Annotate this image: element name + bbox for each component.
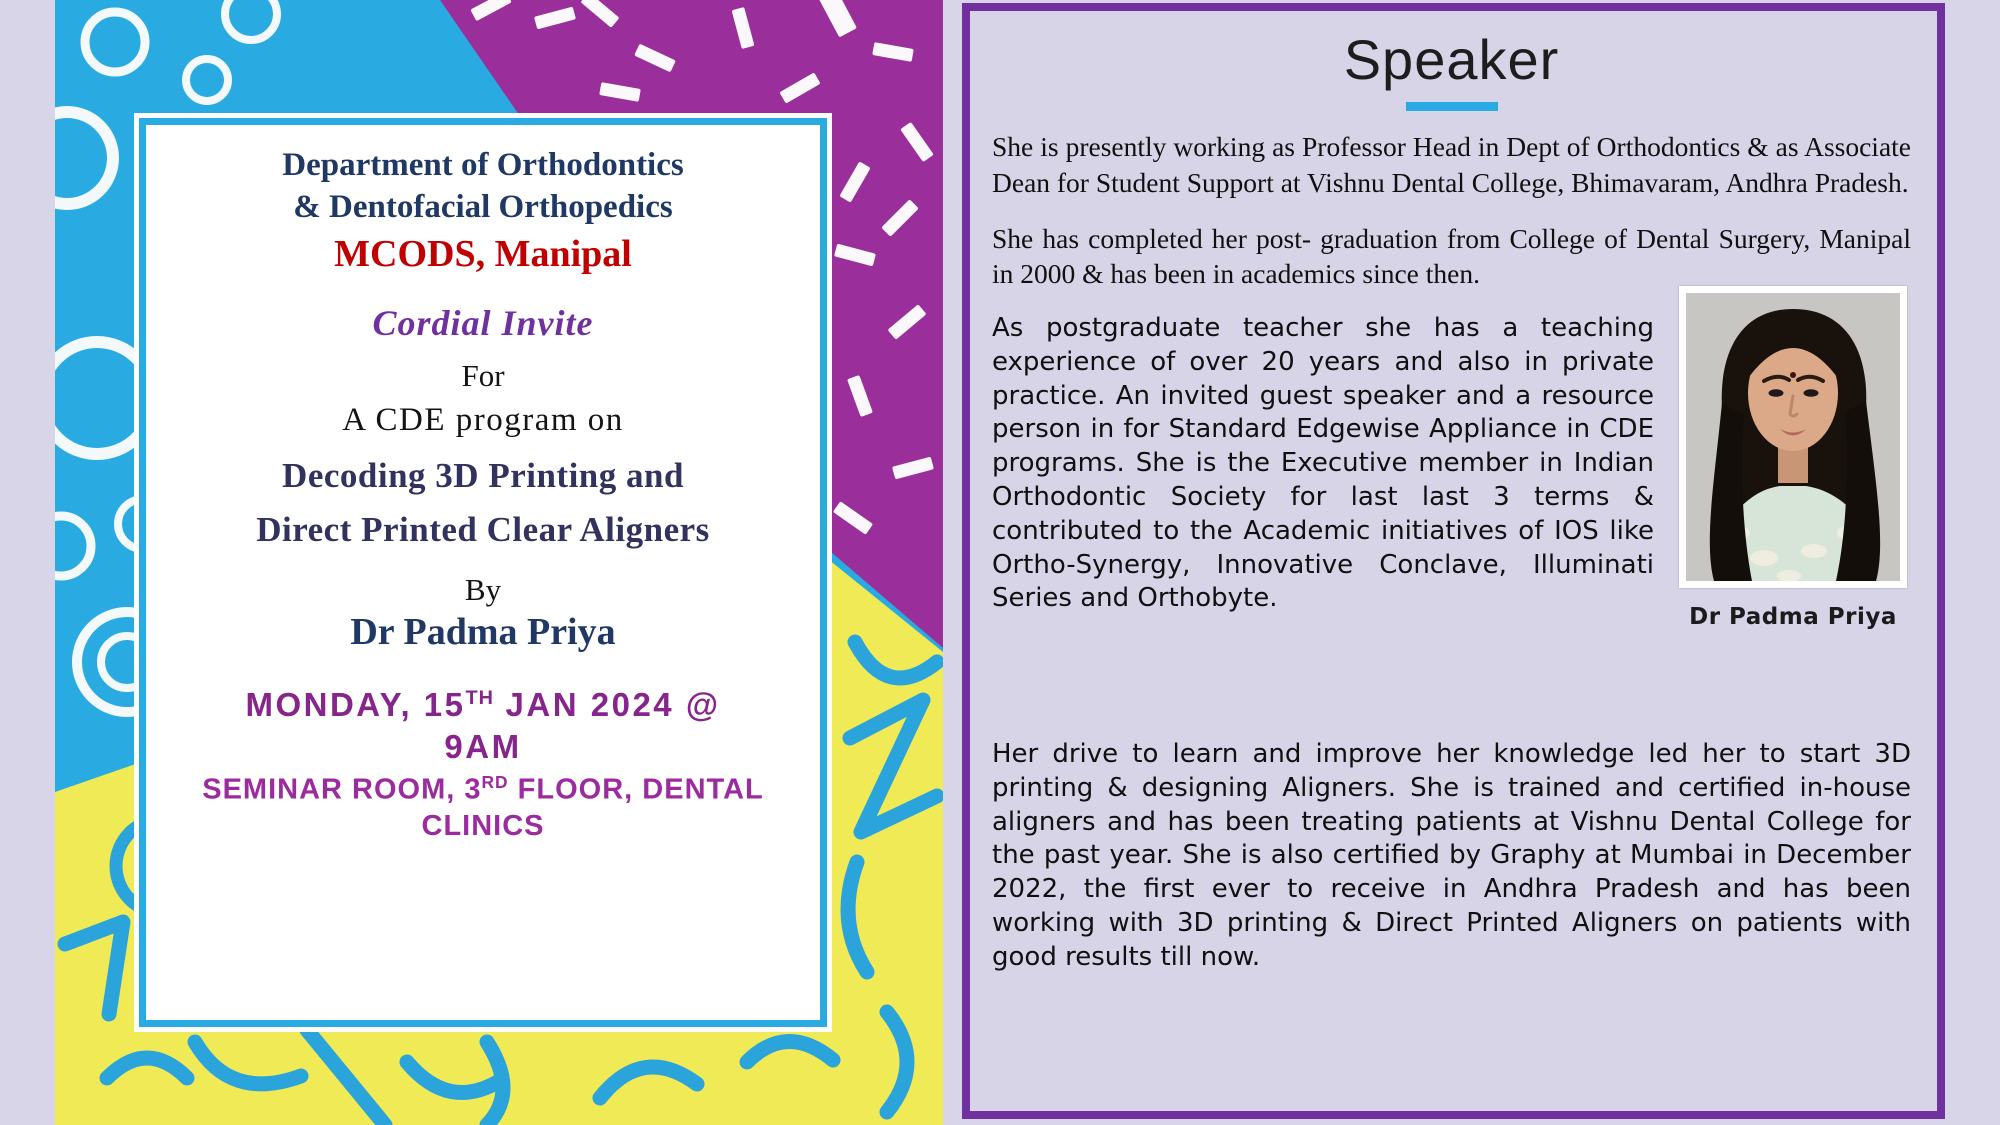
speaker-photo-figure	[1679, 286, 1907, 630]
dept-line2: & Dentofacial Orthopedics	[293, 188, 673, 225]
speaker-panel	[962, 3, 1945, 1119]
date-main: MONDAY, 15	[245, 686, 466, 724]
invite-card	[139, 118, 827, 1027]
event-venue	[173, 771, 793, 846]
title-underline	[1406, 102, 1498, 111]
panel-title: Speaker	[1343, 28, 1560, 91]
bio-paragraph-1: She is presently working as Professor Head in Dept of Orthodontics & as Associate Dean for Student Support at Vishnu Dental College, Bhimavaram, Andhra Pradesh.	[992, 131, 1911, 198]
venue-ordinal: RD	[481, 771, 509, 792]
bio-row	[992, 312, 1911, 732]
bio-paragraph-4: Her drive to learn and improve her knowledge led her to start 3D printing & designing Aligners. She is trained and certified in-house aligners and has been treating patients at Vishnu Dental College for the past year. She is also certified by Graphy at Mumbai in December 2022, the first ever to receive in Andhra Pradesh and has been working with 3D printing & Direct Printed Aligners on patients with good results till now.	[992, 739, 1911, 972]
bio-paragraph-3: As postgraduate teacher she has a teaching experience of over 20 years and also in private practice. An invited guest speaker and a resource person in for Standard Edgewise Appliance in CDE programs. She is the Executive member in Indian Orthodontic Society for last last 3 terms & contributed to the Academic initiatives of IOS like Ortho-Synergy, Innovative Conclave, Illuminati Series and Orthobyte.	[992, 313, 1654, 614]
topic-line2: Direct Printed Clear Aligners	[256, 510, 710, 550]
cordial-invite-label: Cordial Invite	[372, 303, 594, 344]
program-label: A CDE program on	[342, 402, 624, 439]
by-label: By	[464, 572, 502, 608]
venue-tail: FLOOR, DENTAL CLINICS	[421, 773, 764, 843]
date-ordinal: TH	[465, 687, 494, 710]
event-datetime	[245, 684, 720, 768]
photo-frame	[1679, 286, 1907, 588]
invite-speaker-name: Dr Padma Priya	[350, 611, 616, 654]
department-title	[282, 145, 683, 228]
bio-paragraph-2: She has completed her post- graduation from College of Dental Surgery, Manipal in 2000 & has been in academics since then.	[992, 222, 1911, 290]
for-label: For	[461, 358, 505, 394]
venue-main: SEMINAR ROOM, 3	[202, 773, 482, 806]
date-time: 9AM	[444, 728, 522, 766]
topic-line1: Decoding 3D Printing and	[282, 456, 684, 496]
photo-caption: Dr Padma Priya	[1689, 604, 1897, 630]
institute-name: MCODS, Manipal	[334, 233, 632, 276]
speaker-photo	[1686, 293, 1900, 581]
date-tail: JAN 2024 @	[493, 686, 721, 724]
dept-line1: Department of Orthodontics	[282, 147, 684, 183]
invite-poster	[55, 0, 943, 1125]
